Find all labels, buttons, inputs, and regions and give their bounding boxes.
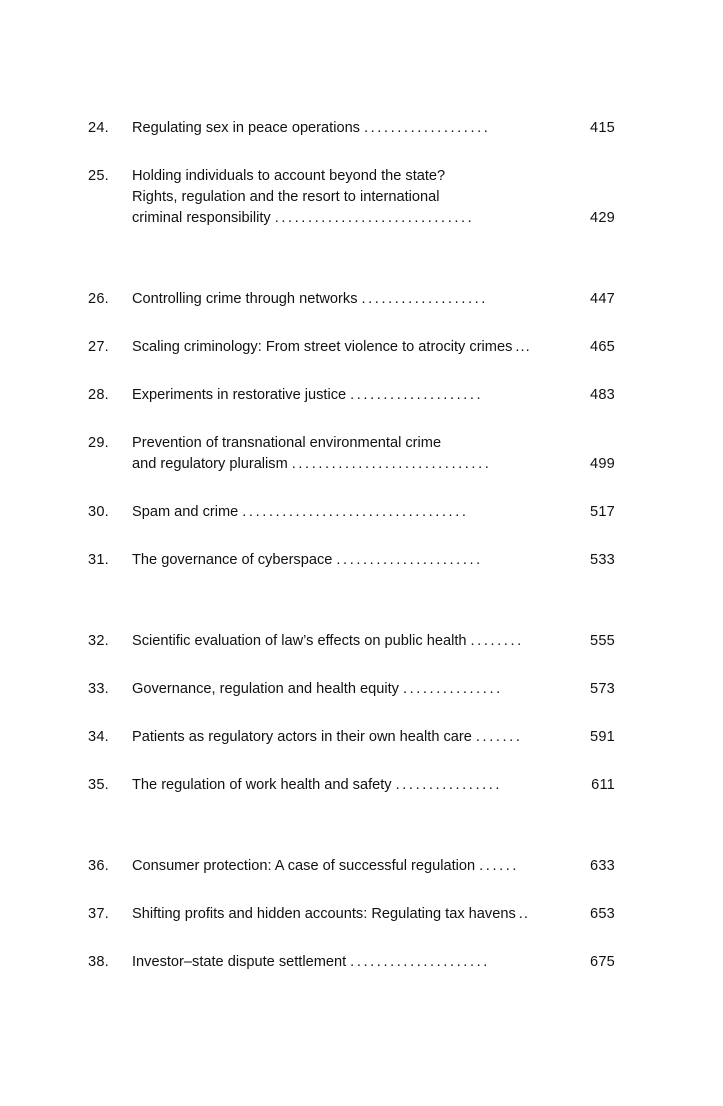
toc-leader-dots: ...................... [336,552,483,568]
toc-entry-line [132,454,615,475]
toc-entry-title: Scaling criminology: From street violence to atrocity crimes [132,339,513,355]
toc-entry[interactable] [88,118,615,139]
toc-entry-title: Consumer protection: A case of successful regulation [132,858,476,874]
toc-entry-number: 30. [88,504,109,520]
toc-leader-dots: ....... [475,729,523,745]
toc-spacer [88,406,615,433]
toc-page-number: 483 [590,387,615,403]
toc-spacer [88,652,615,679]
toc-entry-title: and regulatory pluralism [132,456,288,472]
toc-spacer [88,796,615,856]
toc-entry-line [132,856,615,877]
toc-entry-line [132,166,615,187]
toc-entry[interactable] [88,727,615,748]
toc-spacer [88,877,615,904]
toc-entry-line [132,208,615,229]
toc-entry[interactable] [88,631,615,652]
toc-leader-dots: .............................. [274,210,475,226]
toc-page-number: 415 [590,120,615,136]
toc-leader-dots: .. [518,906,530,922]
toc-entry-number: 25. [88,168,109,184]
toc-spacer [88,475,615,502]
toc-entry-title: Shifting profits and hidden accounts: Regulating tax havens [132,906,516,922]
toc-entry[interactable] [88,904,615,925]
toc-entry-body [132,631,615,652]
toc-entry[interactable] [88,337,615,358]
toc-entry-line [132,433,615,454]
toc-page-number: 499 [590,456,615,472]
toc-entry-body [132,118,615,139]
toc-entry-title: Prevention of transnational environmental crime [132,435,442,451]
toc-entry-title: Experiments in restorative justice [132,387,347,403]
toc-entry-body [132,679,615,700]
toc-page-number: 533 [590,552,615,568]
toc-entry-title: Controlling crime through networks [132,291,358,307]
toc-entry-title: criminal responsibility [132,210,271,226]
toc-entry-line [132,775,615,796]
toc-entry-title: Spam and crime [132,504,239,520]
toc-entry-number: 28. [88,387,109,403]
toc-page-number: 653 [590,906,615,922]
toc-entry-number: 38. [88,954,109,970]
toc-page-number: 573 [590,681,615,697]
toc-page-number: 633 [590,858,615,874]
toc-entry[interactable] [88,775,615,796]
toc-entry-title: The governance of cyberspace [132,552,333,568]
toc-entry[interactable] [88,433,615,475]
toc-entry-line [132,904,615,925]
toc-entry-body [132,775,615,796]
toc-entry-number: 34. [88,729,109,745]
toc-entry-line [132,337,615,358]
toc-entry-line [132,187,615,208]
toc-spacer [88,925,615,952]
toc-spacer [88,139,615,166]
toc-entry-number: 32. [88,633,109,649]
toc-entry-number: 35. [88,777,109,793]
toc-entry[interactable] [88,502,615,523]
toc-spacer [88,310,615,337]
toc-leader-dots: ................... [363,120,491,136]
toc-entry-line [132,289,615,310]
toc-entry-line [132,679,615,700]
toc-entry[interactable] [88,679,615,700]
toc-entry-number: 29. [88,435,109,451]
toc-entry-body [132,433,615,475]
toc-leader-dots: .................................. [242,504,469,520]
toc-entry-number: 26. [88,291,109,307]
toc-entry-title: Governance, regulation and health equity [132,681,399,697]
toc-entry[interactable] [88,856,615,877]
toc-entry-body [132,385,615,406]
table-of-contents [88,118,615,973]
toc-entry-line [132,502,615,523]
toc-page-number: 447 [590,291,615,307]
toc-leader-dots: ................... [361,291,488,307]
toc-entry-body [132,904,615,925]
toc-spacer [88,358,615,385]
toc-leader-dots: ........ [470,633,524,649]
toc-entry-number: 36. [88,858,109,874]
toc-entry-title: Patients as regulatory actors in their own health care [132,729,472,745]
toc-page-number: 555 [590,633,615,649]
toc-entry-line [132,385,615,406]
toc-entry-body [132,550,615,571]
toc-entry-line [132,727,615,748]
toc-page-number: 517 [590,504,615,520]
toc-leader-dots: ..................... [350,954,490,970]
toc-leader-dots: ...... [479,858,520,874]
toc-entry[interactable] [88,550,615,571]
toc-spacer [88,700,615,727]
toc-entry[interactable] [88,952,615,973]
toc-page-number: 429 [590,210,615,226]
toc-entry-title: Investor–state dispute settlement [132,954,347,970]
toc-entry-number: 27. [88,339,109,355]
toc-spacer [88,523,615,550]
toc-spacer [88,229,615,289]
toc-entry-body [132,952,615,973]
toc-leader-dots: ................ [395,777,503,793]
toc-entry-body [132,337,615,358]
toc-entry-title: Rights, regulation and the resort to international [132,189,440,205]
toc-leader-dots: ............... [402,681,503,697]
toc-leader-dots: ... [515,339,531,355]
toc-entry-title: Holding individuals to account beyond the state? [132,168,446,184]
toc-entry-title: The regulation of work health and safety [132,777,392,793]
toc-entry-number: 31. [88,552,109,568]
toc-leader-dots: .................... [350,387,484,403]
toc-page-number: 591 [590,729,615,745]
toc-entry-title: Regulating sex in peace operations [132,120,360,136]
toc-spacer [88,748,615,775]
toc-entry-number: 24. [88,120,109,136]
toc-entry-title: Scientific evaluation of law’s effects on public health [132,633,467,649]
toc-page-number: 611 [591,777,615,793]
toc-page-number: 675 [590,954,615,970]
toc-entry[interactable] [88,385,615,406]
toc-entry-body [132,166,615,229]
toc-entry-body [132,289,615,310]
toc-entry[interactable] [88,289,615,310]
toc-entry-line [132,631,615,652]
toc-entry-line [132,952,615,973]
toc-spacer [88,571,615,631]
toc-entry-line [132,118,615,139]
toc-entry-body [132,727,615,748]
toc-entry[interactable] [88,166,615,229]
toc-entry-number: 37. [88,906,109,922]
toc-leader-dots: .............................. [291,456,492,472]
toc-page-number: 465 [590,339,615,355]
toc-entry-line [132,550,615,571]
toc-entry-body [132,502,615,523]
toc-entry-body [132,856,615,877]
toc-entry-number: 33. [88,681,109,697]
